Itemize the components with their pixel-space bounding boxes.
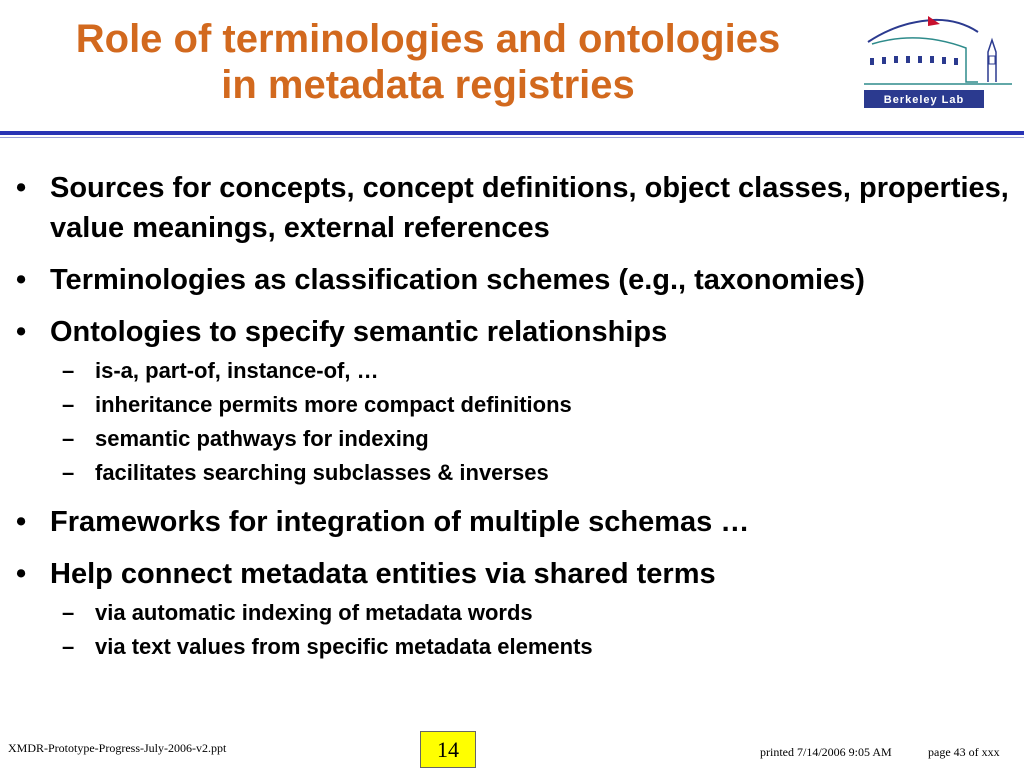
bullet-marker: • <box>16 172 27 204</box>
bullet-marker: • <box>16 506 27 538</box>
sub-bullet-list <box>0 596 1024 664</box>
sub-bullet-marker: – <box>62 634 75 659</box>
bullet-marker: • <box>16 558 27 590</box>
bullet-text: Terminologies as classification schemes (e.g., taxonomies) <box>50 264 865 296</box>
title-rule-thin <box>0 137 1024 138</box>
bullet-text: Frameworks for integration of multiple schemas … <box>50 506 750 538</box>
bullet-text: Ontologies to specify semantic relationships <box>50 316 668 348</box>
sub-bullet-item <box>0 422 1024 456</box>
slide-title-line-2: in metadata registries <box>221 63 635 107</box>
bullet-item <box>0 502 1024 542</box>
bullet-marker: • <box>16 264 27 296</box>
bullet-item <box>0 168 1024 248</box>
slide-number-box <box>420 731 476 768</box>
sub-bullet-text: via text values from specific metadata elements <box>95 634 593 659</box>
bullet-text: Sources for concepts, concept definitions, object classes, properties, value meanings, external references <box>50 172 1009 244</box>
bullet-item <box>0 312 1024 352</box>
sub-bullet-item <box>0 456 1024 490</box>
footer-printed-date: printed 7/14/2006 9:05 AM <box>760 745 892 759</box>
sub-bullet-marker: – <box>62 358 75 383</box>
footer-filename: XMDR-Prototype-Progress-July-2006-v2.ppt <box>8 741 227 755</box>
sub-bullet-text: inheritance permits more compact definitions <box>95 392 572 417</box>
sub-bullet-marker: – <box>62 392 75 417</box>
bullet-item <box>0 554 1024 594</box>
slide-number: 14 <box>437 736 459 762</box>
slide-title-line-1: Role of terminologies and ontologies <box>75 17 781 61</box>
slide-title <box>0 16 856 108</box>
sub-bullet-marker: – <box>62 460 75 485</box>
berkeley-lab-logo <box>858 12 1018 116</box>
sub-bullet-text: via automatic indexing of metadata words <box>95 600 533 625</box>
footer-page-count: page 43 of xxx <box>928 745 1000 759</box>
bullet-text: Help connect metadata entities via shared terms <box>50 558 716 590</box>
sub-bullet-item <box>0 596 1024 630</box>
sub-bullet-list <box>0 354 1024 490</box>
logo-text: Berkeley Lab <box>883 94 965 106</box>
bullet-marker: • <box>16 316 27 348</box>
sub-bullet-text: is-a, part-of, instance-of, … <box>95 358 379 383</box>
title-rule <box>0 131 1024 135</box>
bullet-list <box>0 168 1024 676</box>
sub-bullet-text: facilitates searching subclasses & inverses <box>95 460 549 485</box>
bullet-item <box>0 260 1024 300</box>
sub-bullet-item <box>0 354 1024 388</box>
sub-bullet-text: semantic pathways for indexing <box>95 426 429 451</box>
sub-bullet-marker: – <box>62 600 75 625</box>
sub-bullet-item <box>0 630 1024 664</box>
sub-bullet-item <box>0 388 1024 422</box>
sub-bullet-marker: – <box>62 426 75 451</box>
